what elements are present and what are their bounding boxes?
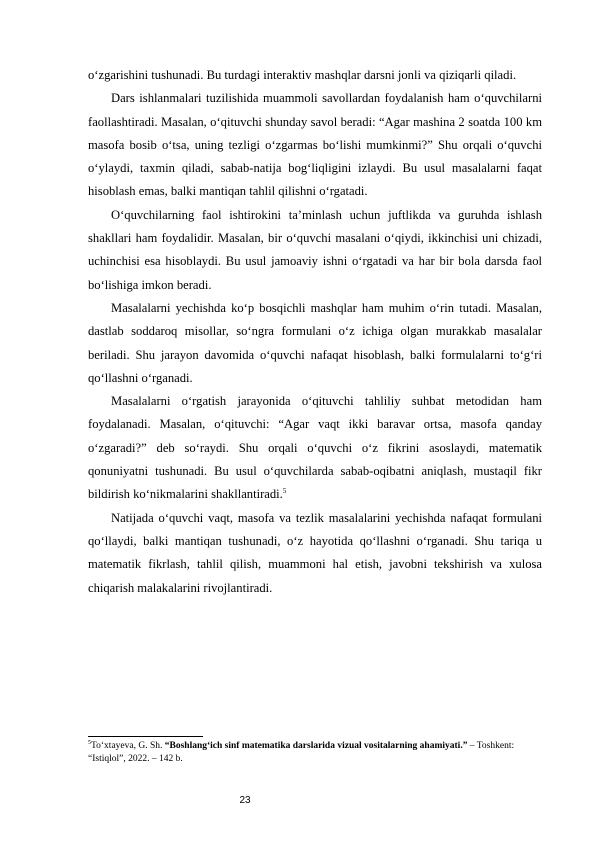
footnote-reference[interactable]: 5 [282, 487, 287, 496]
paragraph-3: O‘quvchilarning faol ishtirokini ta’minlash uchun juftlikda va guruhda ishlash shakllari ham foydalidir. Masalan, bir o‘quvchi masalani o‘qiydi, ikkinchisi uni chizadi, uchinchisi esa hisoblaydi. Bu usul jamoaviy ishni o‘rgatadi va har bir bola darsda faol bo‘lishiga imkon beradi. [88, 207, 542, 292]
footnote-mark: 5 [88, 739, 91, 746]
footnote-author: To‘xtayeva, G. Sh. [91, 741, 165, 751]
footnote-separator [88, 736, 203, 737]
paragraph-5-text: Masalalarni o‘rgatish jarayonida o‘qituvchi tahliliy suhbat metodidan ham foydalanadi. Masalan, o‘qituvchi: “Agar vaqt ikki baravar ortsa, masofa qanday o‘zgaradi?” deb so‘raydi. Shu orqali o‘quvchi o‘z fikrini asoslaydi, matematik qonuniyatni tushunadi. Bu usul o‘quvchilarda sabab-oqibatni aniqlash, mustaqil fikr bildirish ko‘nikmalarini shakllantiradi. [88, 394, 542, 502]
paragraph-1: o‘zgarishini tushunadi. Bu turdagi interaktiv mashqlar darsni jonli va qiziqarli qiladi. [88, 68, 517, 82]
paragraph-2: Dars ishlanmalari tuzilishida muammoli savollardan foydalanish ham o‘quvchilarni faollashtiradi. Masalan, o‘qituvchi shunday savol beradi: “Agar mashina 2 soatda 100 km masofa bosib o‘tsa, uning tezligi o‘zgarmas bo‘lishi mumkinmi?” Shu orqali o‘quvchi o‘ylaydi, taxmin qiladi, sabab-natija bog‘liqligini izlaydi. Bu usul masalalarni faqat hisoblash emas, balki mantiqan tahlil qilishni o‘rgatadi. [88, 91, 542, 199]
footnote-publisher: – Toshkent: “Istiqlol”, 2022. – 142 b. [88, 741, 515, 764]
paragraph-5 [88, 390, 542, 506]
footnote [88, 740, 542, 766]
paragraph-4: Masalalarni yechishda ko‘p bosqichli mashqlar ham muhim o‘rin tutadi. Masalan, dastlab soddaroq misollar, so‘ngra formulani o‘z ichiga olgan murakkab masalalar beriladi. Shu jarayon davomida o‘quvchi nafaqat hisoblash, balki formulalarni to‘g‘ri qo‘llashni o‘rganadi. [88, 300, 542, 385]
paragraph-6: Natijada o‘quvchi vaqt, masofa va tezlik masalalarini yechishda nafaqat formulani qo‘llaydi, balki mantiqan tushunadi, o‘z hayotida qo‘llashni o‘rganadi. Shu tariqa u matematik fikrlash, tahlil qilish, muammoni hal etish, javobni tekshirish va xulosa chiqarish malakalarini rivojlantiradi. [88, 510, 542, 595]
body-text [88, 64, 542, 600]
footnote-title: “Boshlang‘ich sinf matematika darslarida vizual vositalarning ahamiyati.” [164, 741, 468, 751]
page-number: 23 [239, 795, 251, 806]
